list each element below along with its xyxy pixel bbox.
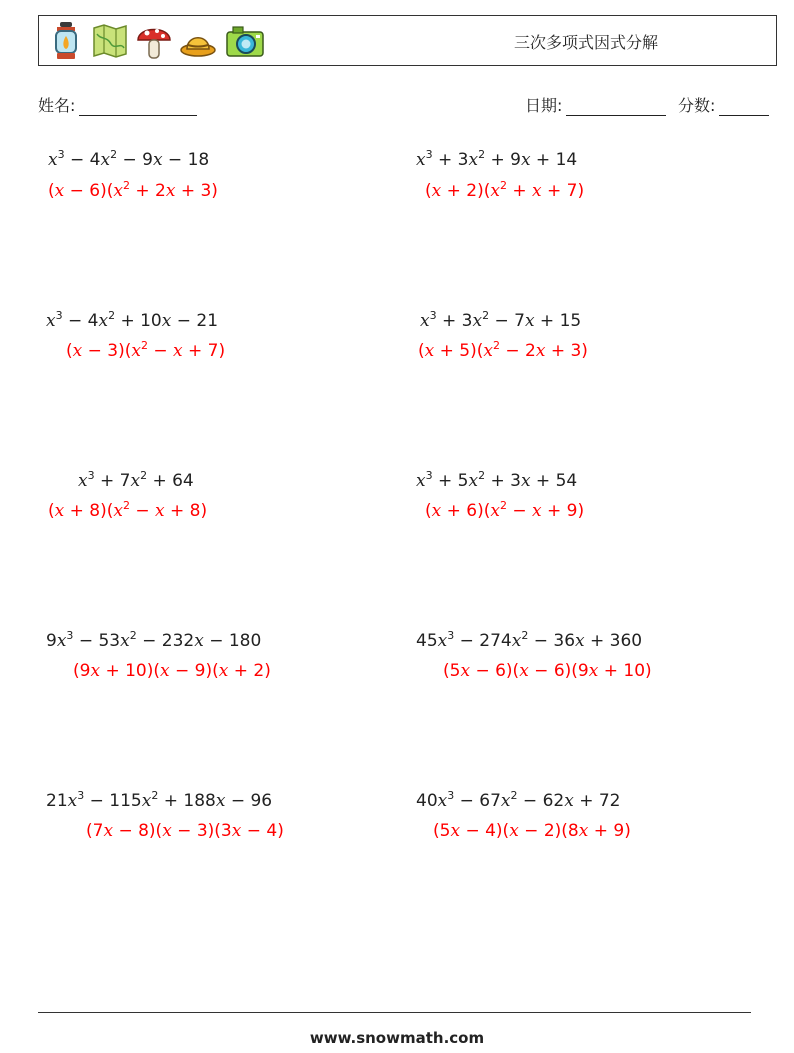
- score-blank[interactable]: [719, 97, 769, 116]
- problem-5-question: $x^3 + 7x^2 + 64$: [78, 469, 194, 491]
- map-icon: [91, 20, 129, 62]
- problem-8-question: $45x^3 - 274x^2 - 36x + 360$: [416, 629, 643, 651]
- date-field: [525, 93, 666, 116]
- problem-1-question: $x^3 - 4x^2 - 9x - 18$: [48, 148, 210, 170]
- problem-5-answer: $(x + 8)(x^2 - x + 8)$: [48, 499, 208, 521]
- hat-icon: [179, 20, 217, 62]
- worksheet-title: 三次多项式因式分解: [514, 33, 659, 52]
- problem-9-answer: (7x − 8)(x − 3)(3x − 4): [86, 821, 284, 841]
- problem-8-answer: (5x − 6)(x − 6)(9x + 10): [443, 661, 652, 681]
- score-field: [678, 93, 769, 116]
- problem-10-answer: (5x − 4)(x − 2)(8x + 9): [433, 821, 631, 841]
- problem-7-answer: (9x + 10)(x − 9)(x + 2): [73, 661, 271, 681]
- problem-4-question: $x^3 + 3x^2 - 7x + 15$: [420, 309, 582, 331]
- name-blank[interactable]: [79, 97, 197, 116]
- camera-icon: [223, 20, 265, 62]
- name-field: [38, 93, 197, 116]
- problem-9-question: $21x^3 - 115x^2 + 188x - 96$: [46, 789, 273, 811]
- lantern-icon: [47, 20, 85, 62]
- header-box: [38, 15, 777, 66]
- footer-website[interactable]: www.snowmath.com: [309, 1029, 485, 1047]
- footer-divider: [38, 1012, 751, 1013]
- problem-2-question: $x^3 + 3x^2 + 9x + 14$: [416, 148, 578, 170]
- problem-1-answer: $(x - 6)(x^2 + 2x + 3)$: [48, 179, 218, 201]
- problem-6-question: $x^3 + 5x^2 + 3x + 54$: [416, 469, 578, 491]
- problem-6-answer: $(x + 6)(x^2 - x + 9)$: [425, 499, 585, 521]
- problem-3-answer: $(x - 3)(x^2 - x + 7)$: [66, 339, 226, 361]
- score-label: 分数:: [678, 96, 716, 115]
- problem-2-answer: $(x + 2)(x^2 + x + 7)$: [425, 179, 585, 201]
- problem-7-question: $9x^3 - 53x^2 - 232x - 180$: [46, 629, 262, 651]
- problem-10-question: $40x^3 - 67x^2 - 62x + 72$: [416, 789, 621, 811]
- date-blank[interactable]: [566, 97, 666, 116]
- problem-4-answer: $(x + 5)(x^2 - 2x + 3)$: [418, 339, 588, 361]
- header-icons: [47, 20, 265, 62]
- problem-3-question: $x^3 - 4x^2 + 10x - 21$: [46, 309, 219, 331]
- name-label: 姓名:: [38, 96, 76, 115]
- mushroom-icon: [135, 20, 173, 62]
- date-label: 日期:: [525, 96, 563, 115]
